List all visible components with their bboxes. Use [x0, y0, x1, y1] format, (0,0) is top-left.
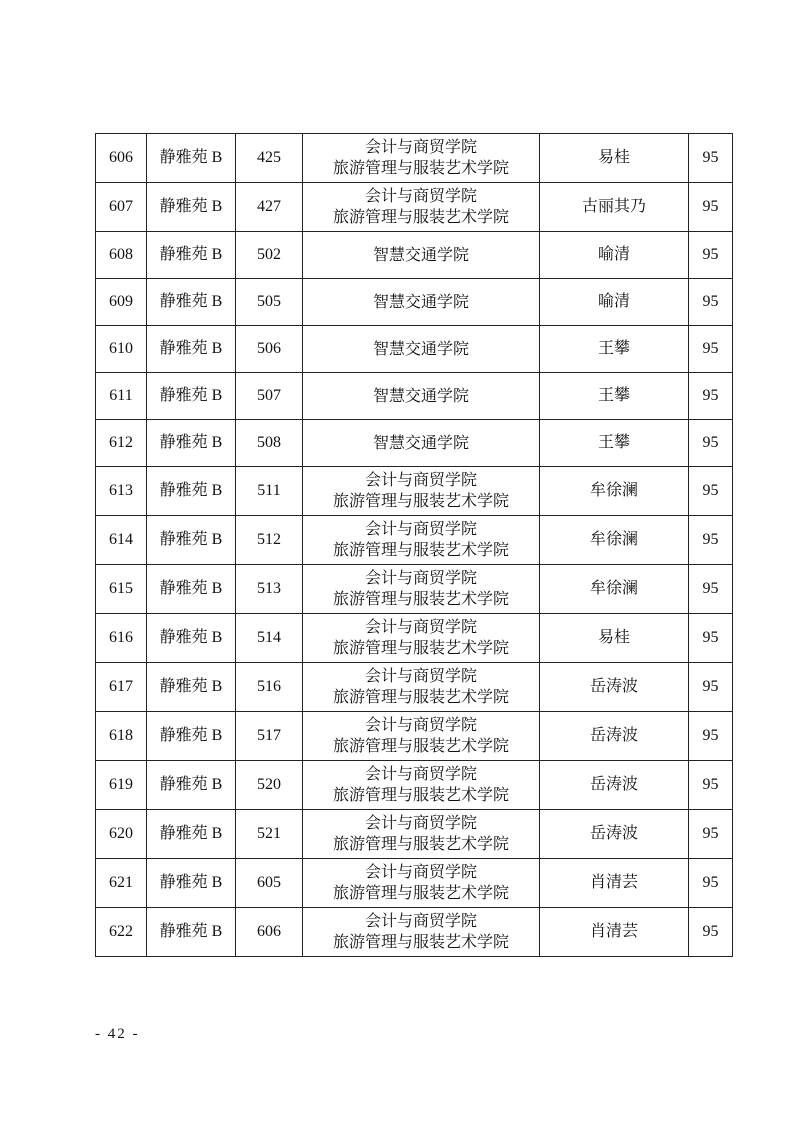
building-cell: 静雅苑 B	[147, 232, 236, 279]
college-cell	[303, 908, 540, 957]
table-body	[96, 134, 733, 957]
building-cell: 静雅苑 B	[147, 183, 236, 232]
score-cell: 95	[689, 761, 733, 810]
room-cell: 507	[236, 373, 303, 420]
score-cell: 95	[689, 279, 733, 326]
person-cell: 王攀	[540, 326, 689, 373]
score-cell: 95	[689, 183, 733, 232]
row-number-cell: 616	[96, 614, 147, 663]
row-number-cell: 613	[96, 467, 147, 516]
room-cell: 506	[236, 326, 303, 373]
room-cell: 606	[236, 908, 303, 957]
table-row	[96, 761, 733, 810]
score-cell: 95	[689, 663, 733, 712]
college-name-line: 旅游管理与服装艺术学院	[332, 209, 509, 226]
college-name-line: 智慧交通学院	[372, 293, 469, 311]
room-cell: 427	[236, 183, 303, 232]
row-number-cell: 621	[96, 859, 147, 908]
row-number-cell: 607	[96, 183, 147, 232]
person-cell: 肖清芸	[540, 908, 689, 957]
college-cell	[303, 663, 540, 712]
score-cell: 95	[689, 232, 733, 279]
table-row	[96, 516, 733, 565]
room-cell: 517	[236, 712, 303, 761]
college-name-line: 会计与商贸学院	[364, 570, 477, 587]
room-cell: 513	[236, 565, 303, 614]
person-cell: 岳涛波	[540, 663, 689, 712]
college-name-line: 旅游管理与服装艺术学院	[332, 738, 509, 755]
room-cell: 508	[236, 420, 303, 467]
room-cell: 502	[236, 232, 303, 279]
table-row	[96, 134, 733, 183]
building-cell: 静雅苑 B	[147, 420, 236, 467]
college-name-line: 会计与商贸学院	[364, 619, 477, 636]
table-row	[96, 420, 733, 467]
person-cell: 易桂	[540, 614, 689, 663]
room-cell: 425	[236, 134, 303, 183]
building-cell: 静雅苑 B	[147, 712, 236, 761]
college-cell	[303, 761, 540, 810]
college-name-line: 智慧交通学院	[372, 246, 469, 264]
building-cell: 静雅苑 B	[147, 810, 236, 859]
college-cell	[303, 859, 540, 908]
college-name-line: 旅游管理与服装艺术学院	[332, 787, 509, 804]
score-cell: 95	[689, 467, 733, 516]
score-cell: 95	[689, 373, 733, 420]
row-number-cell: 615	[96, 565, 147, 614]
college-cell	[303, 420, 540, 467]
row-number-cell: 618	[96, 712, 147, 761]
row-number-cell: 617	[96, 663, 147, 712]
building-cell: 静雅苑 B	[147, 467, 236, 516]
college-name-line: 会计与商贸学院	[364, 913, 477, 930]
college-name-line: 会计与商贸学院	[364, 815, 477, 832]
table-row	[96, 614, 733, 663]
table-row	[96, 810, 733, 859]
building-cell: 静雅苑 B	[147, 663, 236, 712]
table-row	[96, 183, 733, 232]
table-row	[96, 373, 733, 420]
college-name-line: 智慧交通学院	[372, 340, 469, 358]
person-cell: 牟徐澜	[540, 467, 689, 516]
college-name-line: 旅游管理与服装艺术学院	[332, 836, 509, 853]
person-cell: 岳涛波	[540, 712, 689, 761]
table-row	[96, 565, 733, 614]
room-cell: 516	[236, 663, 303, 712]
room-cell: 512	[236, 516, 303, 565]
college-name-line: 会计与商贸学院	[364, 521, 477, 538]
college-name-line: 会计与商贸学院	[364, 766, 477, 783]
college-cell	[303, 373, 540, 420]
score-cell: 95	[689, 326, 733, 373]
building-cell: 静雅苑 B	[147, 859, 236, 908]
score-cell: 95	[689, 565, 733, 614]
person-cell: 易桂	[540, 134, 689, 183]
table-row	[96, 232, 733, 279]
building-cell: 静雅苑 B	[147, 326, 236, 373]
college-name-line: 会计与商贸学院	[364, 139, 477, 156]
row-number-cell: 608	[96, 232, 147, 279]
building-cell: 静雅苑 B	[147, 614, 236, 663]
room-cell: 605	[236, 859, 303, 908]
table-row	[96, 859, 733, 908]
room-cell: 505	[236, 279, 303, 326]
college-cell	[303, 183, 540, 232]
person-cell: 牟徐澜	[540, 516, 689, 565]
person-cell: 喻清	[540, 232, 689, 279]
building-cell: 静雅苑 B	[147, 761, 236, 810]
college-name-line: 会计与商贸学院	[364, 188, 477, 205]
building-cell: 静雅苑 B	[147, 279, 236, 326]
college-name-line: 旅游管理与服装艺术学院	[332, 689, 509, 706]
person-cell: 喻清	[540, 279, 689, 326]
row-number-cell: 611	[96, 373, 147, 420]
college-cell	[303, 810, 540, 859]
row-number-cell: 612	[96, 420, 147, 467]
college-cell	[303, 712, 540, 761]
row-number-cell: 620	[96, 810, 147, 859]
table-row	[96, 712, 733, 761]
person-cell: 王攀	[540, 373, 689, 420]
table-row	[96, 467, 733, 516]
room-cell: 514	[236, 614, 303, 663]
college-cell	[303, 232, 540, 279]
college-name-line: 会计与商贸学院	[364, 717, 477, 734]
score-cell: 95	[689, 712, 733, 761]
building-cell: 静雅苑 B	[147, 516, 236, 565]
row-number-cell: 609	[96, 279, 147, 326]
building-cell: 静雅苑 B	[147, 565, 236, 614]
row-number-cell: 622	[96, 908, 147, 957]
room-cell: 511	[236, 467, 303, 516]
row-number-cell: 614	[96, 516, 147, 565]
building-cell: 静雅苑 B	[147, 373, 236, 420]
table-row	[96, 326, 733, 373]
score-cell: 95	[689, 859, 733, 908]
college-cell	[303, 516, 540, 565]
college-name-line: 旅游管理与服装艺术学院	[332, 640, 509, 657]
row-number-cell: 606	[96, 134, 147, 183]
college-name-line: 旅游管理与服装艺术学院	[332, 885, 509, 902]
college-cell	[303, 134, 540, 183]
dormitory-score-table	[95, 133, 733, 957]
room-cell: 521	[236, 810, 303, 859]
table-row	[96, 908, 733, 957]
person-cell: 古丽其乃	[540, 183, 689, 232]
row-number-cell: 619	[96, 761, 147, 810]
table-row	[96, 279, 733, 326]
college-name-line: 会计与商贸学院	[364, 472, 477, 489]
college-cell	[303, 279, 540, 326]
college-name-line: 智慧交通学院	[372, 387, 469, 405]
person-cell: 王攀	[540, 420, 689, 467]
college-cell	[303, 326, 540, 373]
person-cell: 牟徐澜	[540, 565, 689, 614]
college-cell	[303, 467, 540, 516]
row-number-cell: 610	[96, 326, 147, 373]
score-cell: 95	[689, 134, 733, 183]
room-cell: 520	[236, 761, 303, 810]
table-row	[96, 663, 733, 712]
page-number: - 42 -	[95, 1026, 140, 1042]
person-cell: 岳涛波	[540, 761, 689, 810]
college-name-line: 旅游管理与服装艺术学院	[332, 160, 509, 177]
college-name-line: 旅游管理与服装艺术学院	[332, 934, 509, 951]
person-cell: 岳涛波	[540, 810, 689, 859]
college-name-line: 智慧交通学院	[372, 434, 469, 452]
college-name-line: 旅游管理与服装艺术学院	[332, 493, 509, 510]
score-cell: 95	[689, 908, 733, 957]
college-cell	[303, 565, 540, 614]
score-cell: 95	[689, 614, 733, 663]
college-name-line: 旅游管理与服装艺术学院	[332, 542, 509, 559]
college-name-line: 会计与商贸学院	[364, 864, 477, 881]
score-cell: 95	[689, 516, 733, 565]
building-cell: 静雅苑 B	[147, 908, 236, 957]
building-cell: 静雅苑 B	[147, 134, 236, 183]
college-name-line: 会计与商贸学院	[364, 668, 477, 685]
score-cell: 95	[689, 810, 733, 859]
college-cell	[303, 614, 540, 663]
score-cell: 95	[689, 420, 733, 467]
college-name-line: 旅游管理与服装艺术学院	[332, 591, 509, 608]
person-cell: 肖清芸	[540, 859, 689, 908]
